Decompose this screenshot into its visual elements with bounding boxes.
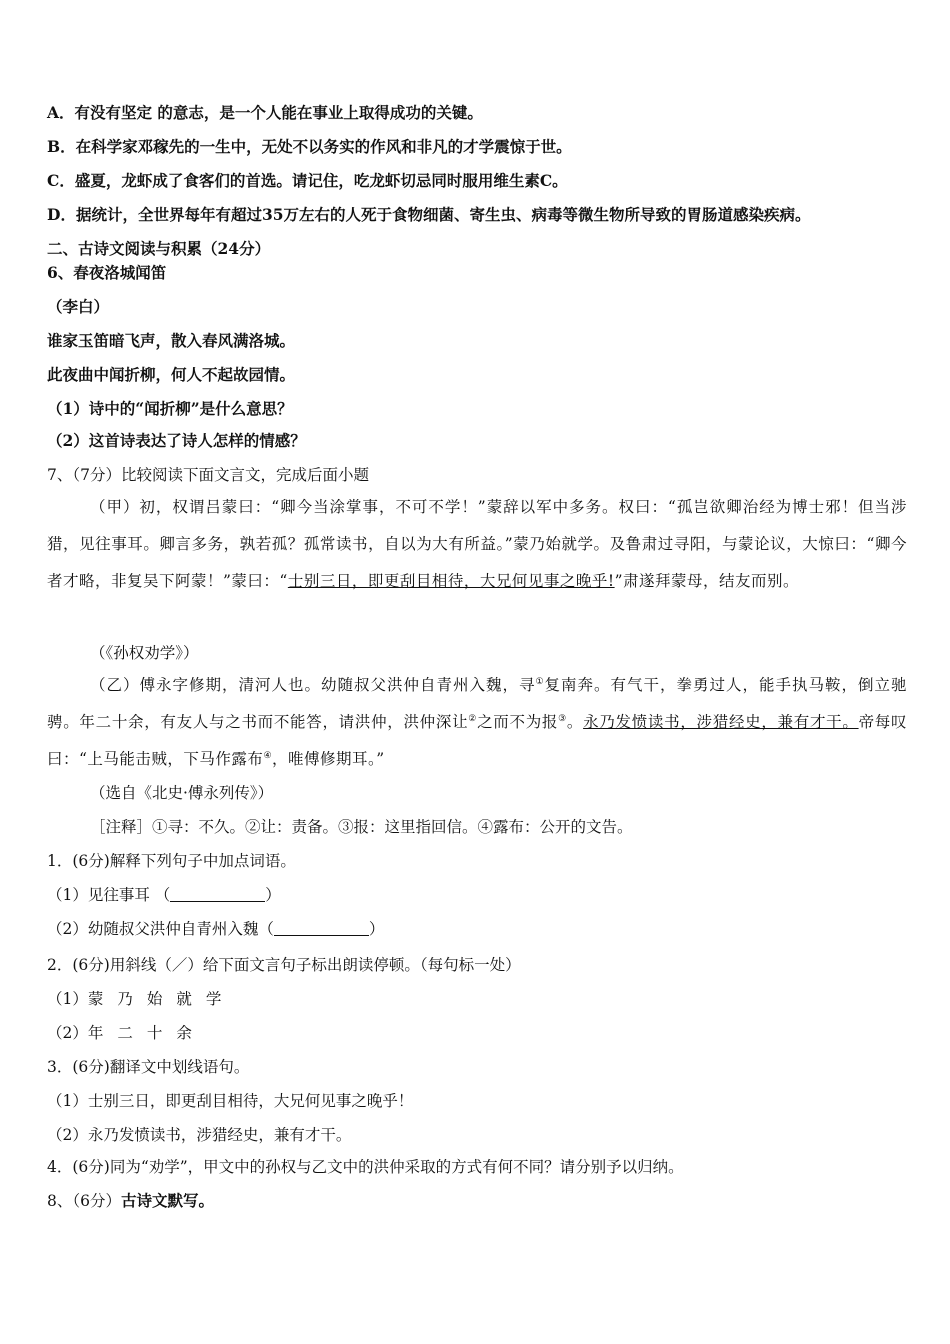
- passage-jia-text-2: ”肃遂拜蒙母，结友而别。: [614, 572, 800, 590]
- option-d: D．据统计，全世界每年有超过35万左右的人死于食物细菌、寄生虫、病毒等微生物所导致的胃肠道感染疾病。: [47, 205, 811, 224]
- passage-yi-text-1: （乙）傅永字修期，清河人也。幼随叔父洪仲自青州入魏，寻: [90, 676, 536, 694]
- poem-line-1: 谁家玉笛暗飞声，散入春风满洛城。: [47, 331, 296, 350]
- section-heading: 二、古诗文阅读与积累（24分）: [47, 239, 271, 258]
- sub-question-1-1-text: （1）见往事耳 （: [47, 886, 171, 904]
- note-mark-4: ④: [263, 751, 273, 761]
- question-8-prefix: 8、（6分）: [47, 1192, 121, 1210]
- question-6-1: （1）诗中的“闻折柳”是什么意思？: [47, 399, 293, 418]
- poem-author: （李白）: [47, 297, 110, 316]
- passage-yi-text-2: 复南奔。有气干，拳勇过人，能手执马鞍，倒立驰骋。年二十余，有友人与之书而不能答，请洪仲，洪仲深让: [47, 676, 907, 731]
- sub-question-1-1: [47, 885, 281, 905]
- sub-question-1-2-close: ）: [368, 920, 385, 938]
- option-c: C．盛夏，龙虾成了食客们的首选。请记住，吃龙虾切忌同时服用维生素C。: [47, 171, 568, 190]
- sub-question-2-1-label: （1）: [47, 990, 88, 1008]
- sub-question-2: 2．(6分)用斜线（／）给下面文言句子标出朗读停顿。（每句标一处）: [47, 956, 521, 974]
- option-b: B．在科学家邓稼先的一生中，无处不以务实的作风和非凡的才学震惊于世。: [47, 137, 572, 156]
- sub-question-2-1-text: 蒙乃始就学: [87, 990, 236, 1008]
- sub-question-3-2: （2）永乃发愤读书，涉猎经史，兼有才干。: [47, 1126, 352, 1144]
- passage-yi-source: （选自《北史·傅永列传》）: [90, 784, 274, 802]
- passage-yi: [47, 667, 907, 778]
- passage-jia-underline: 士别三日，即更刮目相待，大兄何见事之晚乎!: [287, 572, 615, 590]
- question-7-title: 7、（7分）比较阅读下面文言文，完成后面小题: [47, 466, 369, 484]
- passage-jia-source: （《孙权劝学》）: [90, 644, 199, 662]
- sub-question-1-2: [47, 919, 384, 939]
- passage-yi-text-4: 。: [566, 713, 584, 731]
- question-8-title: 古诗文默写。: [120, 1191, 214, 1210]
- passage-jia: [47, 489, 907, 600]
- sub-question-3: 3．(6分)翻译文中划线语句。: [47, 1058, 250, 1076]
- answer-blank[interactable]: [170, 887, 265, 902]
- sub-question-2-1: [47, 989, 235, 1009]
- sub-question-4: 4．(6分)同为“劝学”，甲文中的孙权与乙文中的洪仲采取的方式有何不同？请分别予以归纳。: [47, 1158, 684, 1176]
- passage-yi-underline: 永乃发愤读书，涉猎经史，兼有才干。: [583, 713, 859, 731]
- annotation-notes: ［注释］①寻：不久。②让：责备。③报：这里指回信。④露布：公开的文告。: [90, 818, 633, 836]
- poem-title: 6、春夜洛城闻笛: [47, 263, 167, 282]
- sub-question-1: 1．(6分)解释下列句子中加点词语。: [47, 852, 296, 870]
- option-a: A．有没有坚定 的意志，是一个人能在事业上取得成功的关键。: [47, 103, 483, 122]
- passage-yi-text-6: ，唯傅修期耳。”: [272, 750, 385, 768]
- sub-question-2-2-label: （2）: [47, 1024, 88, 1042]
- passage-yi-text-3: 之而不为报: [477, 713, 559, 731]
- sub-question-2-2-text: 年二十余: [87, 1024, 206, 1042]
- sub-question-3-1: （1）士别三日，即更刮目相待，大兄何见事之晚乎！: [47, 1092, 414, 1110]
- poem-line-2: 此夜曲中闻折柳，何人不起故园情。: [47, 365, 296, 384]
- note-mark-2: ②: [468, 714, 478, 724]
- note-mark-3: ③: [558, 714, 567, 724]
- note-mark-1: ①: [535, 677, 545, 687]
- passage-jia-text-1: （甲）初，权谓吕蒙曰：“卿今当涂掌事，不可不学！”蒙辞以军中多务。权曰：“孤岂欲卿治经为博士邪！但当涉猎，见往事耳。卿言多务，孰若孤？孤常读书，自以为大有所益。”蒙乃始就学。及鲁肃过寻阳，与蒙论议，大惊曰：“卿今者才略，非复吴下阿蒙！”蒙曰：“: [47, 498, 907, 590]
- sub-question-2-2: [47, 1023, 206, 1043]
- question-6-2: （2）这首诗表达了诗人怎样的情感？: [47, 431, 306, 450]
- question-8: [47, 1191, 214, 1211]
- sub-question-1-1-close: ）: [265, 886, 281, 904]
- sub-question-1-2-text: （2）幼随叔父洪仲自青州入魏（: [47, 920, 274, 938]
- passage-yi-text-5: 帝每叹曰：“上马能击贼，下马作露布: [47, 713, 907, 768]
- answer-blank[interactable]: [274, 921, 369, 936]
